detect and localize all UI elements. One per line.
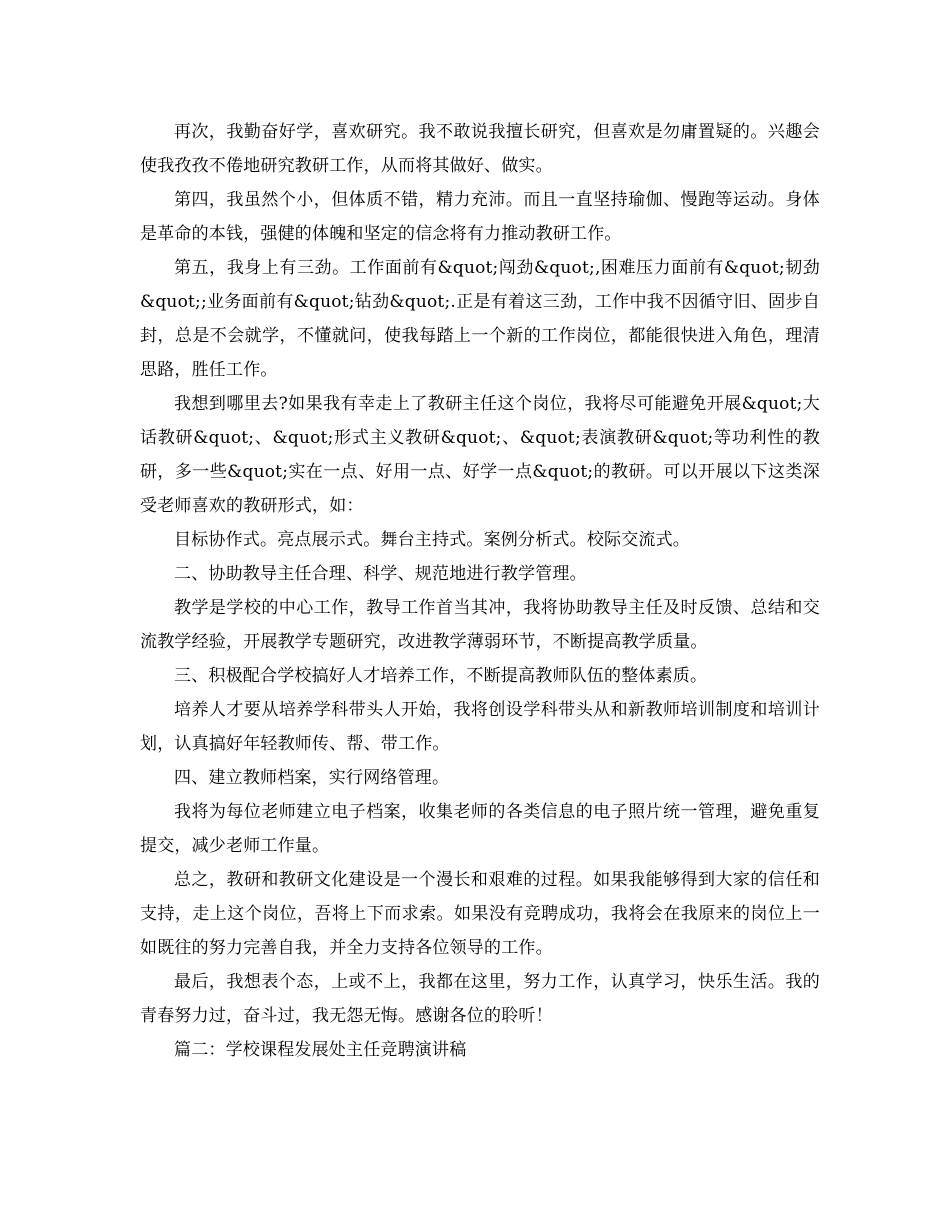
paragraph-8-heading: 三、积极配合学校搞好人才培养工作，不断提高教师队伍的整体素质。 bbox=[174, 666, 708, 686]
paragraph-13: 最后，我想表个态，上或不上，我都在这里，努力工作，认真学习，快乐生活。我的青春努力过，奋斗过，我无怨无悔。感谢各位的聆听！ bbox=[140, 972, 820, 1026]
paragraph-6-heading: 二、协助教导主任合理、科学、规范地进行教学管理。 bbox=[174, 564, 587, 584]
paragraph-12: 总之，教研和教研文化建设是一个漫长和艰难的过程。如果我能够得到大家的信任和支持，走上这个岗位，吾将上下而求索。如果没有竞聘成功，我将会在我原来的岗位上一如既往的努力完善自我，并全力支持各位领导的工作。 bbox=[140, 870, 820, 958]
paragraph-9: 培养人才要从培养学科带头人开始，我将创设学科带头从和新教师培训制度和培训计划，认真搞好年轻教师传、帮、带工作。 bbox=[140, 700, 820, 754]
document-body bbox=[140, 115, 820, 1067]
paragraph-5: 目标协作式。亮点展示式。舞台主持式。案例分析式。校际交流式。 bbox=[174, 530, 690, 550]
paragraph-1: 再次，我勤奋好学，喜欢研究。我不敢说我擅长研究，但喜欢是勿庸置疑的。兴趣会使我孜孜不倦地研究教研工作，从而将其做好、做实。 bbox=[140, 122, 820, 176]
paragraph-7: 教学是学校的中心工作，教导工作首当其冲，我将协助教导主任及时反馈、总结和交流教学经验，开展教学专题研究，改进教学薄弱环节，不断提高教学质量。 bbox=[140, 598, 820, 652]
section-title: 篇二：学校课程发展处主任竞聘演讲稿 bbox=[174, 1040, 467, 1060]
paragraph-11: 我将为每位老师建立电子档案，收集老师的各类信息的电子照片统一管理，避免重复提交，减少老师工作量。 bbox=[140, 802, 820, 856]
paragraph-10-heading: 四、建立教师档案，实行网络管理。 bbox=[174, 768, 450, 788]
paragraph-3: 第五，我身上有三劲。工作面前有&quot;闯劲&quot;,困难压力面前有&quot;韧劲&quot;;业务面前有&quot;钻劲&quot;.正是有着这三劲，工作中我不因循守旧、固步自封，总是不会就学，不懂就问，使我每踏上一个新的工作岗位，都能很快进入角色，理清思路，胜任工作。 bbox=[140, 258, 820, 380]
paragraph-2: 第四，我虽然个小，但体质不错，精力充沛。而且一直坚持瑜伽、慢跑等运动。身体是革命的本钱，强健的体魄和坚定的信念将有力推动教研工作。 bbox=[140, 190, 820, 244]
paragraph-4: 我想到哪里去?如果我有幸走上了教研主任这个岗位，我将尽可能避免开展&quot;大话教研&quot;、&quot;形式主义教研&quot;、&quot;表演教研&quot;等功利性的教研，多一些&quot;实在一点、好用一点、好学一点&quot;的教研。可以开展以下这类深受老师喜欢的教研形式，如： bbox=[140, 394, 820, 516]
